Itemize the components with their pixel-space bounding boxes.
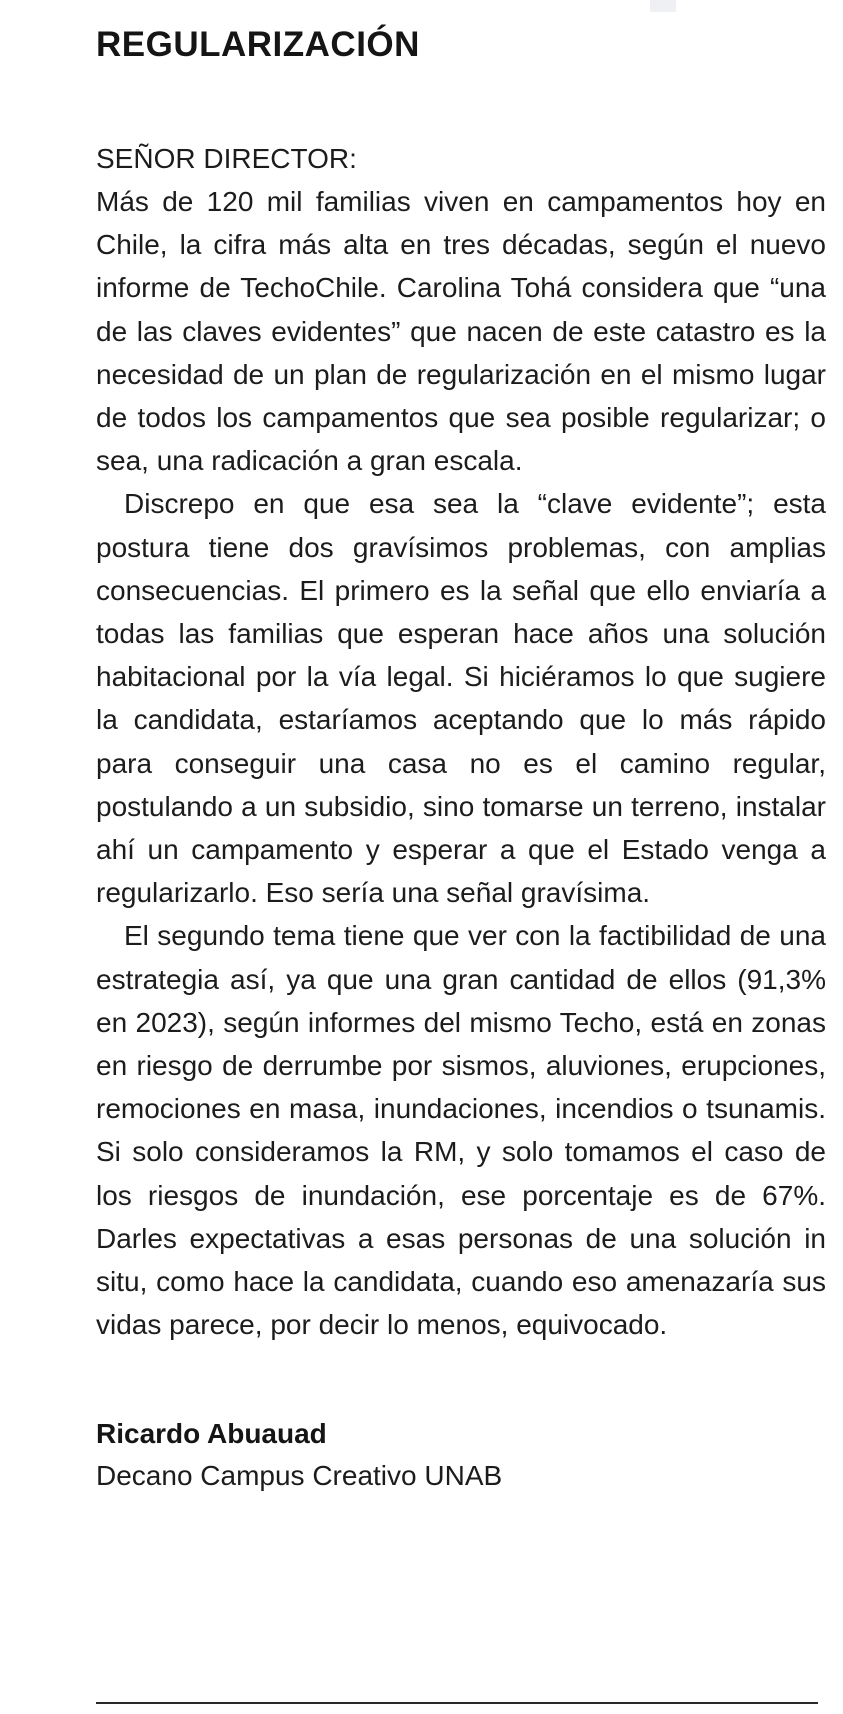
letter-paragraph-1: Más de 120 mil familias viven en campamentos hoy en Chile, la cifra más alta en tres décadas, según el nuevo informe de TechoChile. Carolina Tohá considera que “una de las claves evidentes” que nacen de este catastro es la necesidad de un plan de regularización en el mismo lugar de todos los campamentos que sea posible regularizar; o sea, una radicación a gran escala. xyxy=(96,186,826,477)
letter-paragraph-2: Discrepo en que esa sea la “clave evidente”; esta postura tiene dos gravísimos problemas, con amplias consecuencias. El primero es la señal que ello enviaría a todas las familias que esperan hace años una solución habitacional por la vía legal. Si hiciéramos lo que sugiere la candidata, estaríamos aceptando que lo más rápido para conseguir una casa no es el camino regular, postulando a un subsidio, sino tomarse un terreno, instalar ahí un campamento y esperar a que el Estado venga a regularizarlo. Eso sería una señal gravísima. xyxy=(96,488,826,909)
letter-paragraph-3: El segundo tema tiene que ver con la factibilidad de una estrategia así, ya que una gran cantidad de ellos (91,3% en 2023), según informes del mismo Techo, está en zonas en riesgo de derrumbe por sismos, aluviones, erupciones, remociones en masa, inundaciones, incendios o tsunamis. Si solo consideramos la RM, y solo tomamos el caso de los riesgos de inundación, ese porcentaje es de 67%. Darles expectativas a esas personas de una solución in situ, como hace la candidata, cuando eso amenazaría sus vidas parece, por decir lo menos, equivocado. xyxy=(96,920,826,1341)
scan-artifact xyxy=(650,0,676,12)
author-name: Ricardo Abuauad xyxy=(96,1418,327,1450)
letter-to-editor xyxy=(96,22,826,1498)
letter-headline: REGULARIZACIÓN xyxy=(96,25,420,64)
bottom-divider xyxy=(96,1702,818,1704)
letter-salutation: SEÑOR DIRECTOR: xyxy=(96,143,357,174)
author-role: Decano Campus Creativo UNAB xyxy=(96,1460,503,1492)
signature-block xyxy=(96,1414,826,1498)
